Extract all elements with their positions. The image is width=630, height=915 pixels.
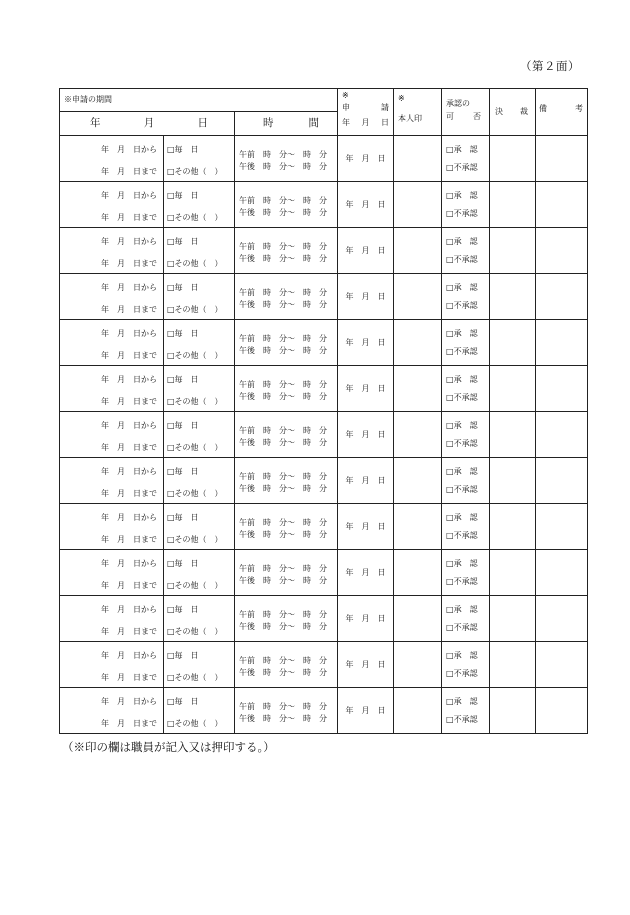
approve-checkbox[interactable]: □承 認 [446,329,478,338]
approval-cell[interactable] [442,458,490,504]
application-date-cell[interactable]: 年 月 日 [338,320,394,366]
application-date-cell[interactable]: 年 月 日 [338,136,394,182]
approve-checkbox[interactable]: □承 認 [446,697,478,706]
every-day-checkbox[interactable]: □毎 日 [167,651,199,660]
time-am: 午前 時 分～ 時 分 [239,426,327,435]
other-checkbox[interactable]: □その他（ ） [167,443,223,452]
date-from: 年 月 日から [101,651,157,660]
period-date-cell[interactable] [60,274,164,320]
remarks-cell[interactable] [536,504,588,550]
every-day-checkbox[interactable]: □毎 日 [167,191,199,200]
approve-checkbox[interactable]: □承 認 [446,375,478,384]
other-checkbox[interactable]: □その他（ ） [167,397,223,406]
date-from: 年 月 日から [101,421,157,430]
other-checkbox[interactable]: □その他（ ） [167,673,223,682]
application-form-table [59,88,588,734]
reject-checkbox[interactable]: □不承認 [446,347,478,356]
decision-cell[interactable] [490,688,536,734]
period-date-cell[interactable] [60,412,164,458]
reject-checkbox[interactable]: □不承認 [446,715,478,724]
seal-cell[interactable] [394,228,442,274]
time-pm: 午後 時 分～ 時 分 [239,714,327,723]
reject-checkbox[interactable]: □不承認 [446,393,478,402]
date-from: 年 月 日から [101,605,157,614]
approval-cell[interactable] [442,504,490,550]
date-to: 年 月 日まで [101,489,157,498]
time-am: 午前 時 分～ 時 分 [239,150,327,159]
period-date-cell[interactable] [60,458,164,504]
frequency-cell[interactable] [164,550,235,596]
frequency-cell[interactable] [164,366,235,412]
date-to: 年 月 日まで [101,535,157,544]
application-date-cell[interactable]: 年 月 日 [338,596,394,642]
time-cell[interactable] [235,320,338,366]
decision-cell[interactable] [490,642,536,688]
approval-cell[interactable] [442,412,490,458]
time-cell[interactable] [235,274,338,320]
approval-cell[interactable] [442,550,490,596]
time-pm: 午後 時 分～ 時 分 [239,438,327,447]
header-application-date: ※ 申 請 年 月 日 [338,89,394,136]
approve-checkbox[interactable]: □承 認 [446,237,478,246]
every-day-checkbox[interactable]: □毎 日 [167,145,199,154]
frequency-cell[interactable] [164,182,235,228]
other-checkbox[interactable]: □その他（ ） [167,581,223,590]
approval-cell[interactable] [442,228,490,274]
time-am: 午前 時 分～ 時 分 [239,472,327,481]
reject-checkbox[interactable]: □不承認 [446,255,478,264]
time-pm: 午後 時 分～ 時 分 [239,162,327,171]
reject-checkbox[interactable]: □不承認 [446,485,478,494]
other-checkbox[interactable]: □その他（ ） [167,213,223,222]
time-cell[interactable] [235,228,338,274]
approve-checkbox[interactable]: □承 認 [446,559,478,568]
reject-checkbox[interactable]: □不承認 [446,669,478,678]
approve-checkbox[interactable]: □承 認 [446,421,478,430]
reject-checkbox[interactable]: □不承認 [446,531,478,540]
application-date-cell[interactable]: 年 月 日 [338,688,394,734]
application-date-cell[interactable]: 年 月 日 [338,274,394,320]
date-to: 年 月 日まで [101,443,157,452]
remarks-cell[interactable] [536,412,588,458]
header-remarks: 備 考 [536,89,588,136]
form-row [60,504,588,550]
application-date-cell[interactable]: 年 月 日 [338,182,394,228]
other-checkbox[interactable]: □その他（ ） [167,535,223,544]
remarks-cell[interactable] [536,136,588,182]
reject-checkbox[interactable]: □不承認 [446,623,478,632]
seal-cell[interactable] [394,504,442,550]
approval-cell[interactable] [442,320,490,366]
header-seal: ※ 本人印 [394,89,442,136]
frequency-cell[interactable] [164,642,235,688]
seal-cell[interactable] [394,550,442,596]
form-row [60,274,588,320]
time-pm: 午後 時 分～ 時 分 [239,208,327,217]
time-cell[interactable] [235,182,338,228]
reject-checkbox[interactable]: □不承認 [446,209,478,218]
period-date-cell[interactable] [60,228,164,274]
application-date-cell[interactable]: 年 月 日 [338,366,394,412]
period-date-cell[interactable] [60,688,164,734]
form-rows [60,136,588,734]
decision-cell[interactable] [490,320,536,366]
approve-checkbox[interactable]: □承 認 [446,651,478,660]
every-day-checkbox[interactable]: □毎 日 [167,467,199,476]
approval-cell[interactable] [442,366,490,412]
date-to: 年 月 日まで [101,397,157,406]
approval-cell[interactable] [442,136,490,182]
date-to: 年 月 日まで [101,351,157,360]
date-from: 年 月 日から [101,559,157,568]
period-date-cell[interactable] [60,642,164,688]
seal-cell[interactable] [394,182,442,228]
frequency-cell[interactable] [164,274,235,320]
date-from: 年 月 日から [101,283,157,292]
frequency-cell[interactable] [164,412,235,458]
reject-checkbox[interactable]: □不承認 [446,439,478,448]
date-from: 年 月 日から [101,237,157,246]
every-day-checkbox[interactable]: □毎 日 [167,283,199,292]
decision-cell[interactable] [490,550,536,596]
date-from: 年 月 日から [101,329,157,338]
approve-checkbox[interactable]: □承 認 [446,145,478,154]
date-to: 年 月 日まで [101,305,157,314]
period-date-cell[interactable] [60,320,164,366]
time-cell[interactable] [235,504,338,550]
decision-cell[interactable] [490,504,536,550]
form-row [60,320,588,366]
seal-cell[interactable] [394,136,442,182]
seal-cell[interactable] [394,458,442,504]
seal-cell[interactable] [394,412,442,458]
date-to: 年 月 日まで [101,673,157,682]
remarks-cell[interactable] [536,550,588,596]
approve-checkbox[interactable]: □承 認 [446,605,478,614]
date-to: 年 月 日まで [101,167,157,176]
period-date-cell[interactable] [60,182,164,228]
decision-cell[interactable] [490,458,536,504]
approve-checkbox[interactable]: □承 認 [446,283,478,292]
period-date-cell[interactable] [60,504,164,550]
date-from: 年 月 日から [101,191,157,200]
period-date-cell[interactable] [60,136,164,182]
remarks-cell[interactable] [536,688,588,734]
time-cell[interactable] [235,596,338,642]
time-cell[interactable] [235,366,338,412]
form-row [60,228,588,274]
application-date-cell[interactable]: 年 月 日 [338,412,394,458]
time-cell[interactable] [235,550,338,596]
date-from: 年 月 日から [101,697,157,706]
time-pm: 午後 時 分～ 時 分 [239,392,327,401]
other-checkbox[interactable]: □その他（ ） [167,719,223,728]
seal-cell[interactable] [394,366,442,412]
header-decision: 決 裁 [490,89,536,136]
every-day-checkbox[interactable]: □毎 日 [167,513,199,522]
remarks-cell[interactable] [536,274,588,320]
approve-checkbox[interactable]: □承 認 [446,467,478,476]
approval-cell[interactable] [442,642,490,688]
remarks-cell[interactable] [536,182,588,228]
time-pm: 午後 時 分～ 時 分 [239,300,327,309]
remarks-cell[interactable] [536,228,588,274]
every-day-checkbox[interactable]: □毎 日 [167,421,199,430]
header-period: ※申請の期間 [60,89,338,112]
date-to: 年 月 日まで [101,259,157,268]
remarks-cell[interactable] [536,366,588,412]
remarks-cell[interactable] [536,642,588,688]
every-day-checkbox[interactable]: □毎 日 [167,329,199,338]
date-to: 年 月 日まで [101,213,157,222]
time-am: 午前 時 分～ 時 分 [239,564,327,573]
time-pm: 午後 時 分～ 時 分 [239,254,327,263]
approval-cell[interactable] [442,688,490,734]
approve-checkbox[interactable]: □承 認 [446,191,478,200]
time-am: 午前 時 分～ 時 分 [239,380,327,389]
other-checkbox[interactable]: □その他（ ） [167,259,223,268]
reject-checkbox[interactable]: □不承認 [446,163,478,172]
form-row [60,458,588,504]
time-pm: 午後 時 分～ 時 分 [239,668,327,677]
application-date-cell[interactable]: 年 月 日 [338,550,394,596]
remarks-cell[interactable] [536,596,588,642]
time-pm: 午後 時 分～ 時 分 [239,622,327,631]
frequency-cell[interactable] [164,688,235,734]
seal-cell[interactable] [394,688,442,734]
frequency-cell[interactable] [164,228,235,274]
approval-cell[interactable] [442,182,490,228]
other-checkbox[interactable]: □その他（ ） [167,489,223,498]
seal-cell[interactable] [394,274,442,320]
decision-cell[interactable] [490,412,536,458]
time-am: 午前 時 分～ 時 分 [239,334,327,343]
remarks-cell[interactable] [536,458,588,504]
time-am: 午前 時 分～ 時 分 [239,518,327,527]
time-am: 午前 時 分～ 時 分 [239,288,327,297]
date-from: 年 月 日から [101,513,157,522]
time-am: 午前 時 分～ 時 分 [239,196,327,205]
form-row [60,550,588,596]
decision-cell[interactable] [490,182,536,228]
date-to: 年 月 日まで [101,719,157,728]
time-cell[interactable] [235,412,338,458]
every-day-checkbox[interactable]: □毎 日 [167,697,199,706]
seal-cell[interactable] [394,642,442,688]
time-pm: 午後 時 分～ 時 分 [239,530,327,539]
decision-cell[interactable] [490,366,536,412]
form-row [60,182,588,228]
time-pm: 午後 時 分～ 時 分 [239,576,327,585]
approve-checkbox[interactable]: □承 認 [446,513,478,522]
every-day-checkbox[interactable]: □毎 日 [167,237,199,246]
seal-cell[interactable] [394,596,442,642]
frequency-cell[interactable] [164,458,235,504]
header-date: 年 月 日 [60,112,235,136]
period-date-cell[interactable] [60,550,164,596]
approval-cell[interactable] [442,274,490,320]
form-row [60,642,588,688]
other-checkbox[interactable]: □その他（ ） [167,305,223,314]
form-row [60,688,588,734]
remarks-cell[interactable] [536,320,588,366]
time-cell[interactable] [235,458,338,504]
frequency-cell[interactable] [164,320,235,366]
time-pm: 午後 時 分～ 時 分 [239,346,327,355]
time-pm: 午後 時 分～ 時 分 [239,484,327,493]
form-row [60,136,588,182]
time-cell[interactable] [235,688,338,734]
other-checkbox[interactable]: □その他（ ） [167,351,223,360]
every-day-checkbox[interactable]: □毎 日 [167,375,199,384]
other-checkbox[interactable]: □その他（ ） [167,627,223,636]
header-approval: 承認の 可 否 [442,89,490,136]
other-checkbox[interactable]: □その他（ ） [167,167,223,176]
reject-checkbox[interactable]: □不承認 [446,577,478,586]
page-label: （第２面） [520,59,580,73]
date-to: 年 月 日まで [101,627,157,636]
period-date-cell[interactable] [60,596,164,642]
header-time: 時 間 [235,112,338,136]
form-row [60,596,588,642]
approval-cell[interactable] [442,596,490,642]
time-cell[interactable] [235,642,338,688]
frequency-cell[interactable] [164,596,235,642]
date-to: 年 月 日まで [101,581,157,590]
application-date-cell[interactable]: 年 月 日 [338,228,394,274]
time-am: 午前 時 分～ 時 分 [239,242,327,251]
period-date-cell[interactable] [60,366,164,412]
time-am: 午前 時 分～ 時 分 [239,656,327,665]
reject-checkbox[interactable]: □不承認 [446,301,478,310]
date-from: 年 月 日から [101,375,157,384]
date-from: 年 月 日から [101,467,157,476]
application-date-cell[interactable]: 年 月 日 [338,642,394,688]
frequency-cell[interactable] [164,136,235,182]
decision-cell[interactable] [490,228,536,274]
frequency-cell[interactable] [164,504,235,550]
time-am: 午前 時 分～ 時 分 [239,610,327,619]
form-row [60,366,588,412]
footnote: （※印の欄は職員が記入又は押印する。） [62,740,275,754]
date-from: 年 月 日から [101,145,157,154]
every-day-checkbox[interactable]: □毎 日 [167,605,199,614]
decision-cell[interactable] [490,136,536,182]
application-date-cell[interactable]: 年 月 日 [338,504,394,550]
time-cell[interactable] [235,136,338,182]
every-day-checkbox[interactable]: □毎 日 [167,559,199,568]
decision-cell[interactable] [490,596,536,642]
time-am: 午前 時 分～ 時 分 [239,702,327,711]
seal-cell[interactable] [394,320,442,366]
decision-cell[interactable] [490,274,536,320]
application-date-cell[interactable]: 年 月 日 [338,458,394,504]
form-row [60,412,588,458]
